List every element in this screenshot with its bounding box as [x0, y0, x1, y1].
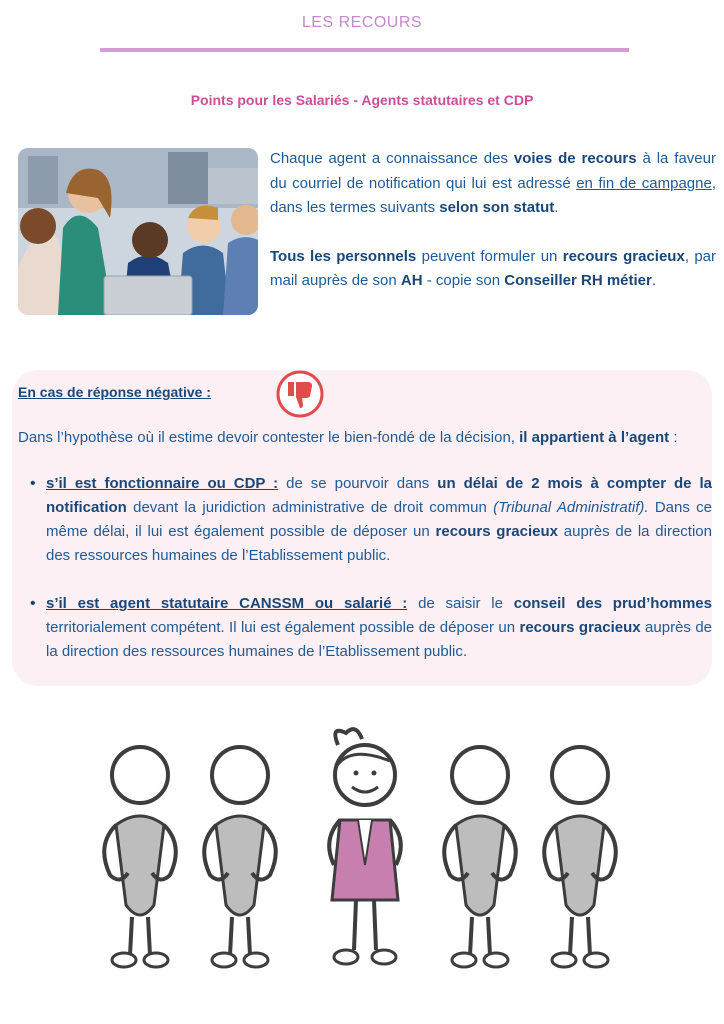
- stick-figures-illustration: [90, 725, 640, 985]
- stick-figure-2: [204, 747, 276, 967]
- stick-figure-3: [444, 747, 516, 967]
- intro-paragraph-1: Chaque agent a connaissance des voies de recours à la faveur du courriel de notification qui lui est adressé en fin de campagne, dans les termes suivants selon son statut.: [270, 150, 716, 216]
- negative-response-text: [18, 426, 712, 688]
- students-photo: [18, 148, 258, 315]
- stick-figure-1: [104, 747, 176, 967]
- list-item-fonctionnaire: • s’il est fonctionnaire ou CDP : de se pourvoir dans un délai de 2 mois à compter de la notification devant la juridiction administrative de droit commun (Tribunal Administratif). Dans ce même délai, il lui est également possible de déposer un recours gracieux auprès de la direction des ressources humaines de l’Etablissement public.: [46, 472, 712, 568]
- section-subtitle: Points pour les Salariés - Agents statutaires et CDP: [190, 92, 534, 108]
- status-list: [18, 472, 712, 664]
- intro-paragraph-2: Tous les personnels peuvent formuler un recours gracieux, par mail auprès de son AH - copie son Conseiller RH métier.: [270, 247, 717, 289]
- stick-figure-4: [544, 747, 616, 967]
- hypothesis-paragraph: Dans l’hypothèse où il estime devoir contester le bien-fondé de la décision, il appartient à l’agent :: [18, 429, 678, 446]
- list-item-salarie: • s’il est agent statutaire CANSSM ou salarié : de saisir le conseil des prud’hommes territorialement compétent. Il lui est également possible de déposer un recours gracieux auprès de la direction des ressources humaines de l’Etablissement public.: [46, 592, 712, 664]
- page-header-title: LES RECOURS: [301, 14, 423, 31]
- thumbs-down-icon: [276, 370, 324, 418]
- header-divider: [100, 48, 629, 52]
- negative-response-heading: En cas de réponse négative :: [18, 384, 211, 400]
- woman-figure: [329, 729, 401, 964]
- intro-text: [270, 147, 716, 318]
